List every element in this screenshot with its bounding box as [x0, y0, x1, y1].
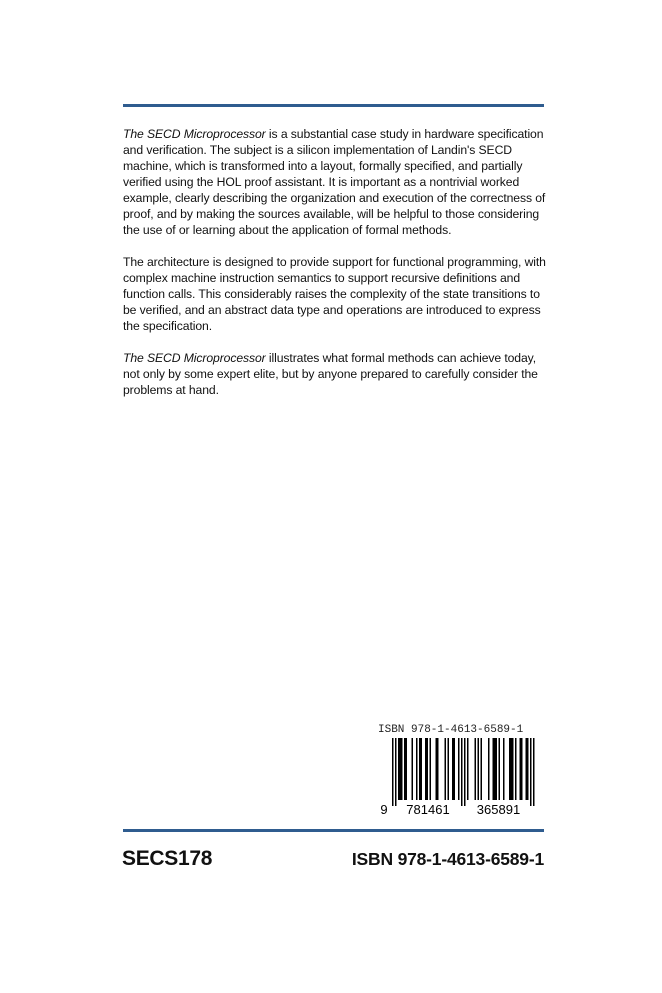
barcode-bar — [475, 738, 477, 800]
barcode-guard-bar — [461, 738, 463, 806]
barcode-bar — [467, 738, 469, 800]
barcode-right-digits: 365891 — [476, 802, 521, 817]
barcode-bar — [406, 738, 408, 800]
paragraph-text: The architecture is designed to provide support for functional programming, with complex machine instruction semantics to support recursive definitions and function calls. This considerably raises the complexity of the state transitions to be verified, and an abstract data type and operations are introduced to express the specification. — [123, 255, 546, 333]
barcode-guard-bar — [533, 738, 535, 806]
barcode-bar — [425, 738, 427, 800]
barcode-bar — [416, 738, 418, 800]
footer-isbn: ISBN 978-1-4613-6589-1 — [351, 849, 544, 869]
barcode-bar — [404, 738, 406, 800]
barcode-bar — [454, 738, 456, 800]
back-cover-blurb — [123, 126, 553, 414]
barcode-bar — [421, 738, 423, 800]
barcode-bar — [494, 738, 496, 800]
barcode-lead-digit: 9 — [380, 802, 388, 817]
barcode-bar — [437, 738, 439, 800]
barcode-bar — [520, 738, 522, 800]
barcode-bar — [496, 738, 498, 800]
blurb-paragraph-3 — [123, 350, 553, 398]
barcode-bar — [458, 738, 460, 800]
barcode-bar — [445, 738, 447, 800]
barcode-guard-bar — [392, 738, 394, 806]
series-code: SECS178 — [122, 847, 213, 870]
barcode-bar — [503, 738, 505, 800]
barcode-guard-bar — [395, 738, 397, 806]
barcode-bar — [509, 738, 511, 800]
barcode-bar — [488, 738, 490, 800]
barcode-guard-bar — [464, 738, 466, 806]
barcode-bar — [481, 738, 483, 800]
barcode-bar — [493, 738, 495, 800]
barcode-bar — [527, 738, 529, 800]
barcode-bar — [478, 738, 480, 800]
barcode-bar — [499, 738, 501, 800]
paragraph-text: is a substantial case study in hardware specification and verification. The subject is a silicon implementation of Landin's SECD machine, which is transformed into a layout, formally specified, and partially verified using the HOL proof assistant. It is important as a nontrivial worked example, clearly describing the organization and execution of the correctness of proof, and by making the sources available, will be helpful to those considering the use of or learning about the application of formal methods. — [123, 127, 546, 237]
blurb-paragraph-2 — [123, 254, 553, 334]
barcode-bar — [448, 738, 450, 800]
barcode-bar — [419, 738, 421, 800]
barcode-bar — [526, 738, 528, 800]
book-title: The SECD Microprocessor — [123, 127, 266, 141]
barcode-bar — [452, 738, 454, 800]
barcode-left-digits: 781461 — [406, 802, 450, 817]
barcode-bar — [398, 738, 400, 800]
barcode-bar — [521, 738, 523, 800]
blurb-paragraph-1 — [123, 126, 553, 238]
barcode-guard-bar — [530, 738, 532, 806]
barcode-bar — [436, 738, 438, 800]
top-rule — [123, 104, 544, 107]
barcode-bar — [511, 738, 513, 800]
barcode-bar — [412, 738, 414, 800]
barcode-bar — [401, 738, 403, 800]
barcode-isbn-label: ISBN 978-1-4613-6589-1 — [378, 724, 524, 736]
bottom-rule — [123, 829, 544, 832]
barcode-bar — [430, 738, 432, 800]
book-title: The SECD Microprocessor — [123, 351, 266, 365]
paragraph-text: illustrates what formal methods can achieve today, not only by some expert elite, but by anyone prepared to carefully consider the problems at hand. — [123, 351, 538, 397]
barcode-bar — [515, 738, 517, 800]
barcode-bar — [427, 738, 429, 800]
barcode-bar — [512, 738, 514, 800]
barcode-bar — [400, 738, 402, 800]
ean13-barcode — [378, 738, 546, 818]
